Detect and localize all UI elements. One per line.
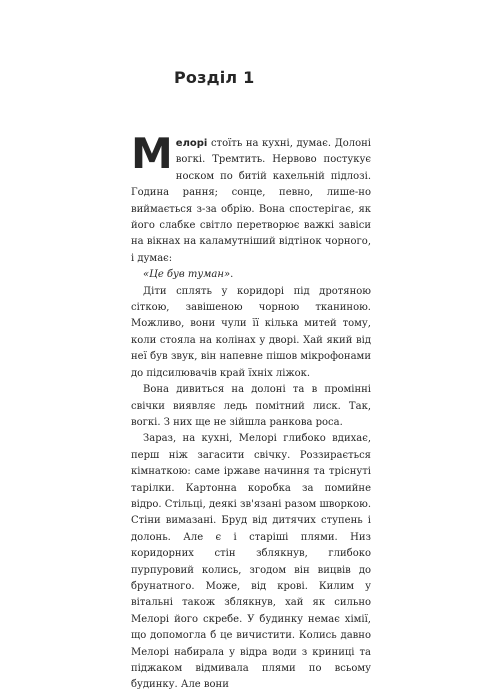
quote-end: .	[230, 269, 234, 281]
paragraph-3: Діти сплять у коридорі під дротяною сіткою, завішеною чорною тканиною. Можливо, вони чули її кілька митей тому, коли стояла на колінах у дворі. Хай який від неї був звук, він напевне пішов мікрофонами до підсилювачів край їхніх ліжок.	[131, 285, 371, 379]
paragraph-1-text: стоїть на кухні, думає. Долоні вогкі. Тремтить. Нервово постукує носком по битій кахельній підлозі. Година рання; сонце, певно, лише-но виймається з-за обрію. Вона спостерігає, як його слабке світло перетворює важкі завіси на вікнах на каламутніший відтінок чорного, і думає:	[131, 138, 371, 264]
lead-in-text: елорі	[175, 138, 208, 149]
paragraph-quote	[131, 267, 371, 283]
chapter-title: Розділ 1	[174, 68, 255, 87]
paragraph-4: Вона дивиться на долоні та в промінні свічки виявляє ледь помітний лиск. Так, вогкі. З них ще не зійшла ранкова роса.	[131, 384, 371, 428]
paragraph-1	[131, 129, 371, 267]
chapter-body	[131, 129, 371, 694]
paragraph-5: Зараз, на кухні, Мелорі глибоко вдихає, перш ніж загасити свічку. Роззирається кімнаткою: саме іржаве начиння та тріснуті тарілки. Картонна коробка за помийне відро. Стільці, деякі зв'язані разом шворкою. Стіни вимазані. Бруд від дитячих ступень і долонь. Але є і старіші плями. Низ коридорних стін зблякнув, глибоко пурпуровий колись, згодом він вицвів до брунатного. Може, від крові. Килим у вітальні також зблякнув, хай як сильно Мелорі його скребе. У будинку немає хімії, що допомогла б це вичистити. Колись давно Мелорі набирала у відра води з криниці та піджаком відмивала плями по всьому будинку. Але вони	[131, 433, 371, 691]
quote-text: «Це був туман»	[143, 269, 231, 281]
drop-cap: М	[131, 129, 173, 178]
